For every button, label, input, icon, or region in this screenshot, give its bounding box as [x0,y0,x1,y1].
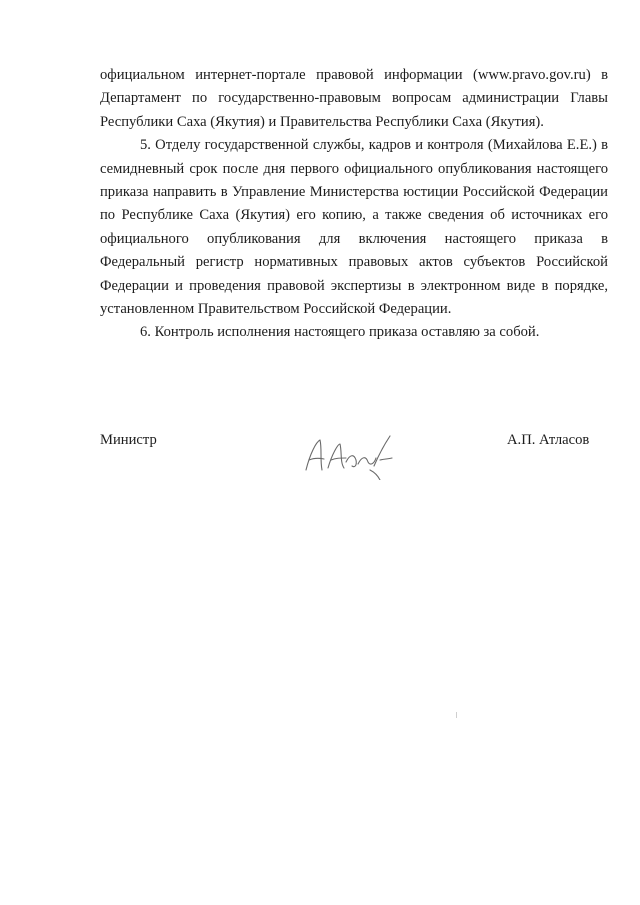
signatory-name: А.П. Атласов [507,432,590,448]
document-body [100,64,608,345]
scan-artifact [456,712,457,718]
paragraph-continuation: официальном интернет-портале правовой информации (www.pravo.gov.ru) в Департамент по государственно-правовым вопросам администрации Главы Республики Саха (Якутия) и Правительства Республики Саха (Якутия). [100,67,608,130]
signatory-title: Министр [100,432,157,448]
handwritten-signature [300,432,400,480]
paragraph-item-6: 6. Контроль исполнения настоящего приказа оставляю за собой. [140,324,540,341]
paragraph-item-5: 5. Отделу государственной службы, кадров и контроля (Михайлова Е.Е.) в семидневный срок после дня первого официального опубликования настоящего приказа направить в Управление Министерства юстиции Российской Федерации по Республике Саха (Якутия) его копию, а также сведения об источниках его официального опубликования для включения настоящего приказа в Федеральный регистр нормативных правовых актов субъектов Российской Федерации и проведения правовой экспертизы в электронном виде в порядке, установленном Правительством Российской Федерации. [100,137,608,318]
